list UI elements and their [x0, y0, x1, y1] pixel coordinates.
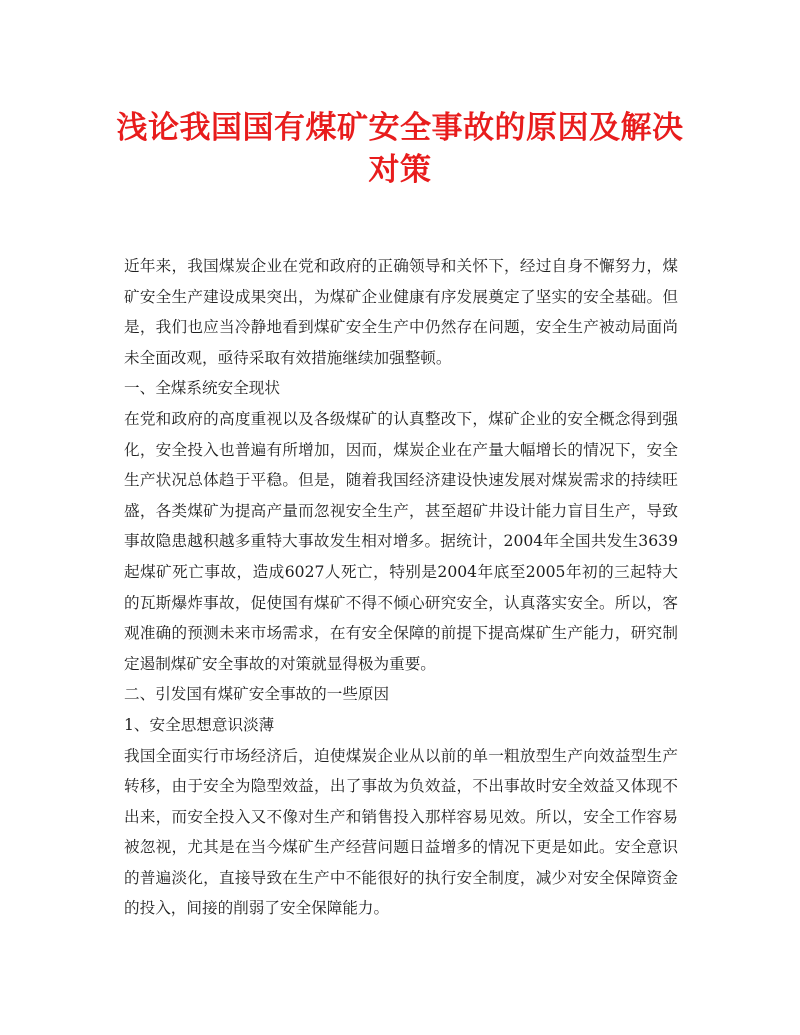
intro-paragraph: 近年来，我国煤炭企业在党和政府的正确领导和关怀下，经过自身不懈努力，煤矿安全生产建设成果突出，为煤矿企业健康有序发展奠定了坚实的安全基础。但是，我们也应当冷静地看到煤矿安全生产中仍然存在问题，安全生产被动局面尚未全面改观，亟待采取有效措施继续加强整顿。 — [124, 257, 678, 367]
subsection-heading-2-1: 1、安全思想意识淡薄 — [124, 715, 275, 734]
section-1-paragraph: 在党和政府的高度重视以及各级煤矿的认真整改下，煤矿企业的安全概念得到强化，安全投入也普遍有所增加，因而，煤炭企业在产量大幅增长的情况下，安全生产状况总体趋于平稳。但是，随着我国经济建设快速发展对煤炭需求的持续旺盛，各类煤矿为提高产量而忽视安全生产，甚至超矿井设计能力盲目生产，导致事故隐患越积越多重特大事故发生相对增多。据统计，2004年全国共发生3639起煤矿死亡事故，造成6027人死亡，特别是2004年底至2005年初的三起特大的瓦斯爆炸事故，促使国有煤矿不得不倾心研究安全，认真落实安全。所以，客观准确的预测未来市场需求，在有安全保障的前提下提高煤矿生产能力，研究制定遏制煤矿安全事故的对策就显得极为重要。 — [124, 409, 678, 673]
document-title: 浅论我国国有煤矿安全事故的原因及解决对策 — [116, 110, 684, 188]
subsection-2-1-paragraph: 我国全面实行市场经济后，迫使煤炭企业从以前的单一粗放型生产向效益型生产转移，由于安全为隐型效益，出了事故为负效益，不出事故时安全效益又体现不出来，而安全投入又不像对生产和销售投入那样容易见效。所以，安全工作容易被忽视，尤其是在当今煤矿生产经营问题日益增多的情况下更是如此。安全意识的普遍淡化，直接导致在生产中不能很好的执行安全制度，减少对安全保障资金的投入，间接的削弱了安全保障能力。 — [124, 746, 678, 918]
section-heading-1: 一、全煤系统安全现状 — [124, 379, 280, 398]
document-body — [124, 251, 678, 924]
section-heading-2: 二、引发国有煤矿安全事故的一些原因 — [124, 685, 390, 704]
